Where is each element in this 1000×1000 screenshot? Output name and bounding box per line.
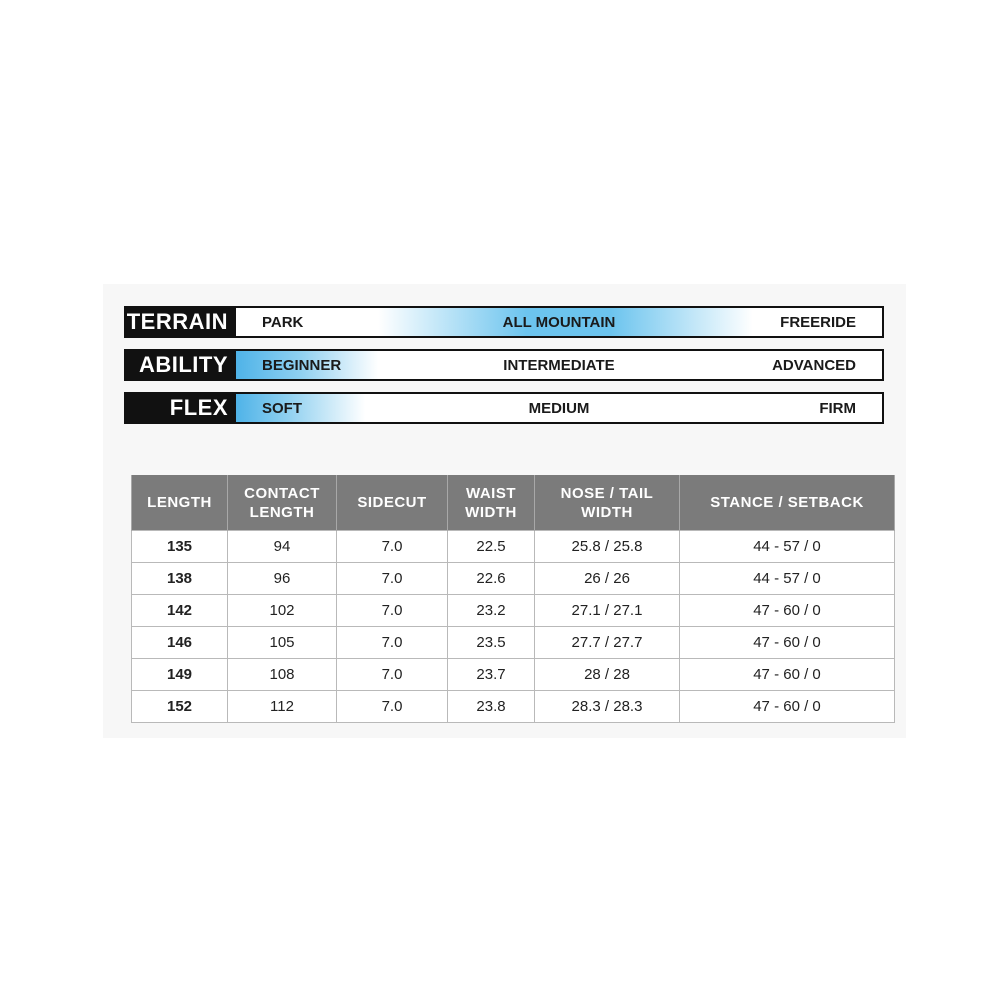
cell-contact-length: 108 [228, 659, 337, 691]
table-row [132, 531, 895, 563]
cell-sidecut: 7.0 [337, 691, 448, 723]
cell-contact-length: 102 [228, 595, 337, 627]
cell-sidecut: 7.0 [337, 563, 448, 595]
flex-middle-text: MEDIUM [528, 399, 590, 417]
cell-sidecut: 7.0 [337, 595, 448, 627]
header-nose-tail-width: NOSE / TAIL WIDTH [535, 475, 680, 531]
table-row [132, 659, 895, 691]
cell-length: 149 [132, 659, 228, 691]
cell-nose-tail-width: 28.3 / 28.3 [535, 691, 680, 723]
cell-sidecut: 7.0 [337, 659, 448, 691]
ability-scale [124, 349, 884, 381]
cell-length: 146 [132, 627, 228, 659]
cell-waist-width: 22.5 [448, 531, 535, 563]
terrain-right-text: FREERIDE [780, 313, 856, 331]
cell-sidecut: 7.0 [337, 531, 448, 563]
cell-nose-tail-width: 27.1 / 27.1 [535, 595, 680, 627]
cell-contact-length: 94 [228, 531, 337, 563]
cell-waist-width: 23.5 [448, 627, 535, 659]
cell-stance-setback: 44 - 57 / 0 [680, 531, 895, 563]
cell-contact-length: 105 [228, 627, 337, 659]
table-row [132, 595, 895, 627]
header-stance-setback: STANCE / SETBACK [680, 475, 895, 531]
cell-length: 152 [132, 691, 228, 723]
cell-contact-length: 112 [228, 691, 337, 723]
terrain-label: TERRAIN [124, 306, 234, 338]
cell-nose-tail-width: 26 / 26 [535, 563, 680, 595]
ability-middle-text: INTERMEDIATE [503, 356, 615, 374]
terrain-left-text: PARK [262, 313, 304, 331]
header-contact-length: CONTACT LENGTH [228, 475, 337, 531]
terrain-scale [124, 306, 884, 338]
cell-sidecut: 7.0 [337, 627, 448, 659]
cell-stance-setback: 47 - 60 / 0 [680, 595, 895, 627]
header-length: LENGTH [132, 475, 228, 531]
header-waist-width: WAIST WIDTH [448, 475, 535, 531]
cell-length: 135 [132, 531, 228, 563]
flex-scale [124, 392, 884, 424]
cell-contact-length: 96 [228, 563, 337, 595]
ability-right-text: ADVANCED [772, 356, 856, 374]
flex-label: FLEX [124, 392, 234, 424]
ability-bar [234, 349, 884, 381]
spec-table [131, 475, 895, 723]
table-row [132, 691, 895, 723]
flex-left-text: SOFT [262, 399, 302, 417]
cell-length: 138 [132, 563, 228, 595]
terrain-middle-text: ALL MOUNTAIN [502, 313, 616, 331]
table-row [132, 563, 895, 595]
flex-bar [234, 392, 884, 424]
cell-waist-width: 23.2 [448, 595, 535, 627]
cell-nose-tail-width: 25.8 / 25.8 [535, 531, 680, 563]
cell-nose-tail-width: 27.7 / 27.7 [535, 627, 680, 659]
cell-stance-setback: 47 - 60 / 0 [680, 691, 895, 723]
terrain-bar [234, 306, 884, 338]
table-header-row [132, 475, 895, 531]
cell-waist-width: 23.7 [448, 659, 535, 691]
ability-left-text: BEGINNER [262, 356, 342, 374]
ability-label: ABILITY [124, 349, 234, 381]
cell-nose-tail-width: 28 / 28 [535, 659, 680, 691]
cell-stance-setback: 47 - 60 / 0 [680, 659, 895, 691]
table-row [132, 627, 895, 659]
cell-stance-setback: 47 - 60 / 0 [680, 627, 895, 659]
cell-stance-setback: 44 - 57 / 0 [680, 563, 895, 595]
cell-waist-width: 22.6 [448, 563, 535, 595]
header-sidecut: SIDECUT [337, 475, 448, 531]
flex-right-text: FIRM [819, 399, 856, 417]
cell-length: 142 [132, 595, 228, 627]
cell-waist-width: 23.8 [448, 691, 535, 723]
